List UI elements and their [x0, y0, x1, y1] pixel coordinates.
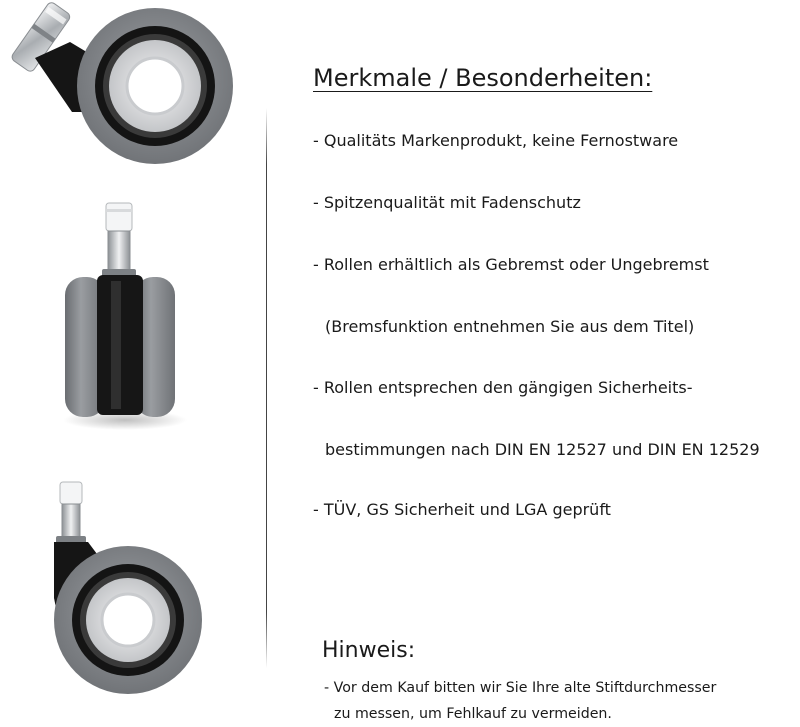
feature-item: - Qualitäts Markenprodukt, keine Fernostware — [313, 131, 679, 150]
feature-item: - Rollen erhältlich als Gebremst oder Ungebremst — [313, 255, 709, 274]
feature-item: - Rollen entsprechen den gängigen Sicherheits- — [313, 378, 693, 397]
note-heading: Hinweis: — [322, 638, 416, 663]
product-images — [0, 0, 260, 727]
caster-wheel-side — [40, 478, 210, 713]
caster-wheel-angled-top — [0, 0, 250, 175]
feature-item-continuation: (Bremsfunktion entnehmen Sie aus dem Titel) — [325, 317, 695, 336]
feature-item: - TÜV, GS Sicherheit und LGA geprüft — [313, 500, 611, 519]
feature-item-continuation: bestimmungen nach DIN EN 12527 und DIN EN 12529 — [325, 440, 760, 459]
vertical-divider — [266, 108, 267, 668]
note-line-continuation: zu messen, um Fehlkauf zu vermeiden. — [334, 706, 612, 722]
caster-wheel-front — [55, 195, 195, 435]
note-line: - Vor dem Kauf bitten wir Sie Ihre alte Stiftdurchmesser — [324, 680, 717, 696]
features-heading: Merkmale / Besonderheiten: — [313, 64, 653, 92]
feature-item: - Spitzenqualität mit Fadenschutz — [313, 193, 581, 212]
